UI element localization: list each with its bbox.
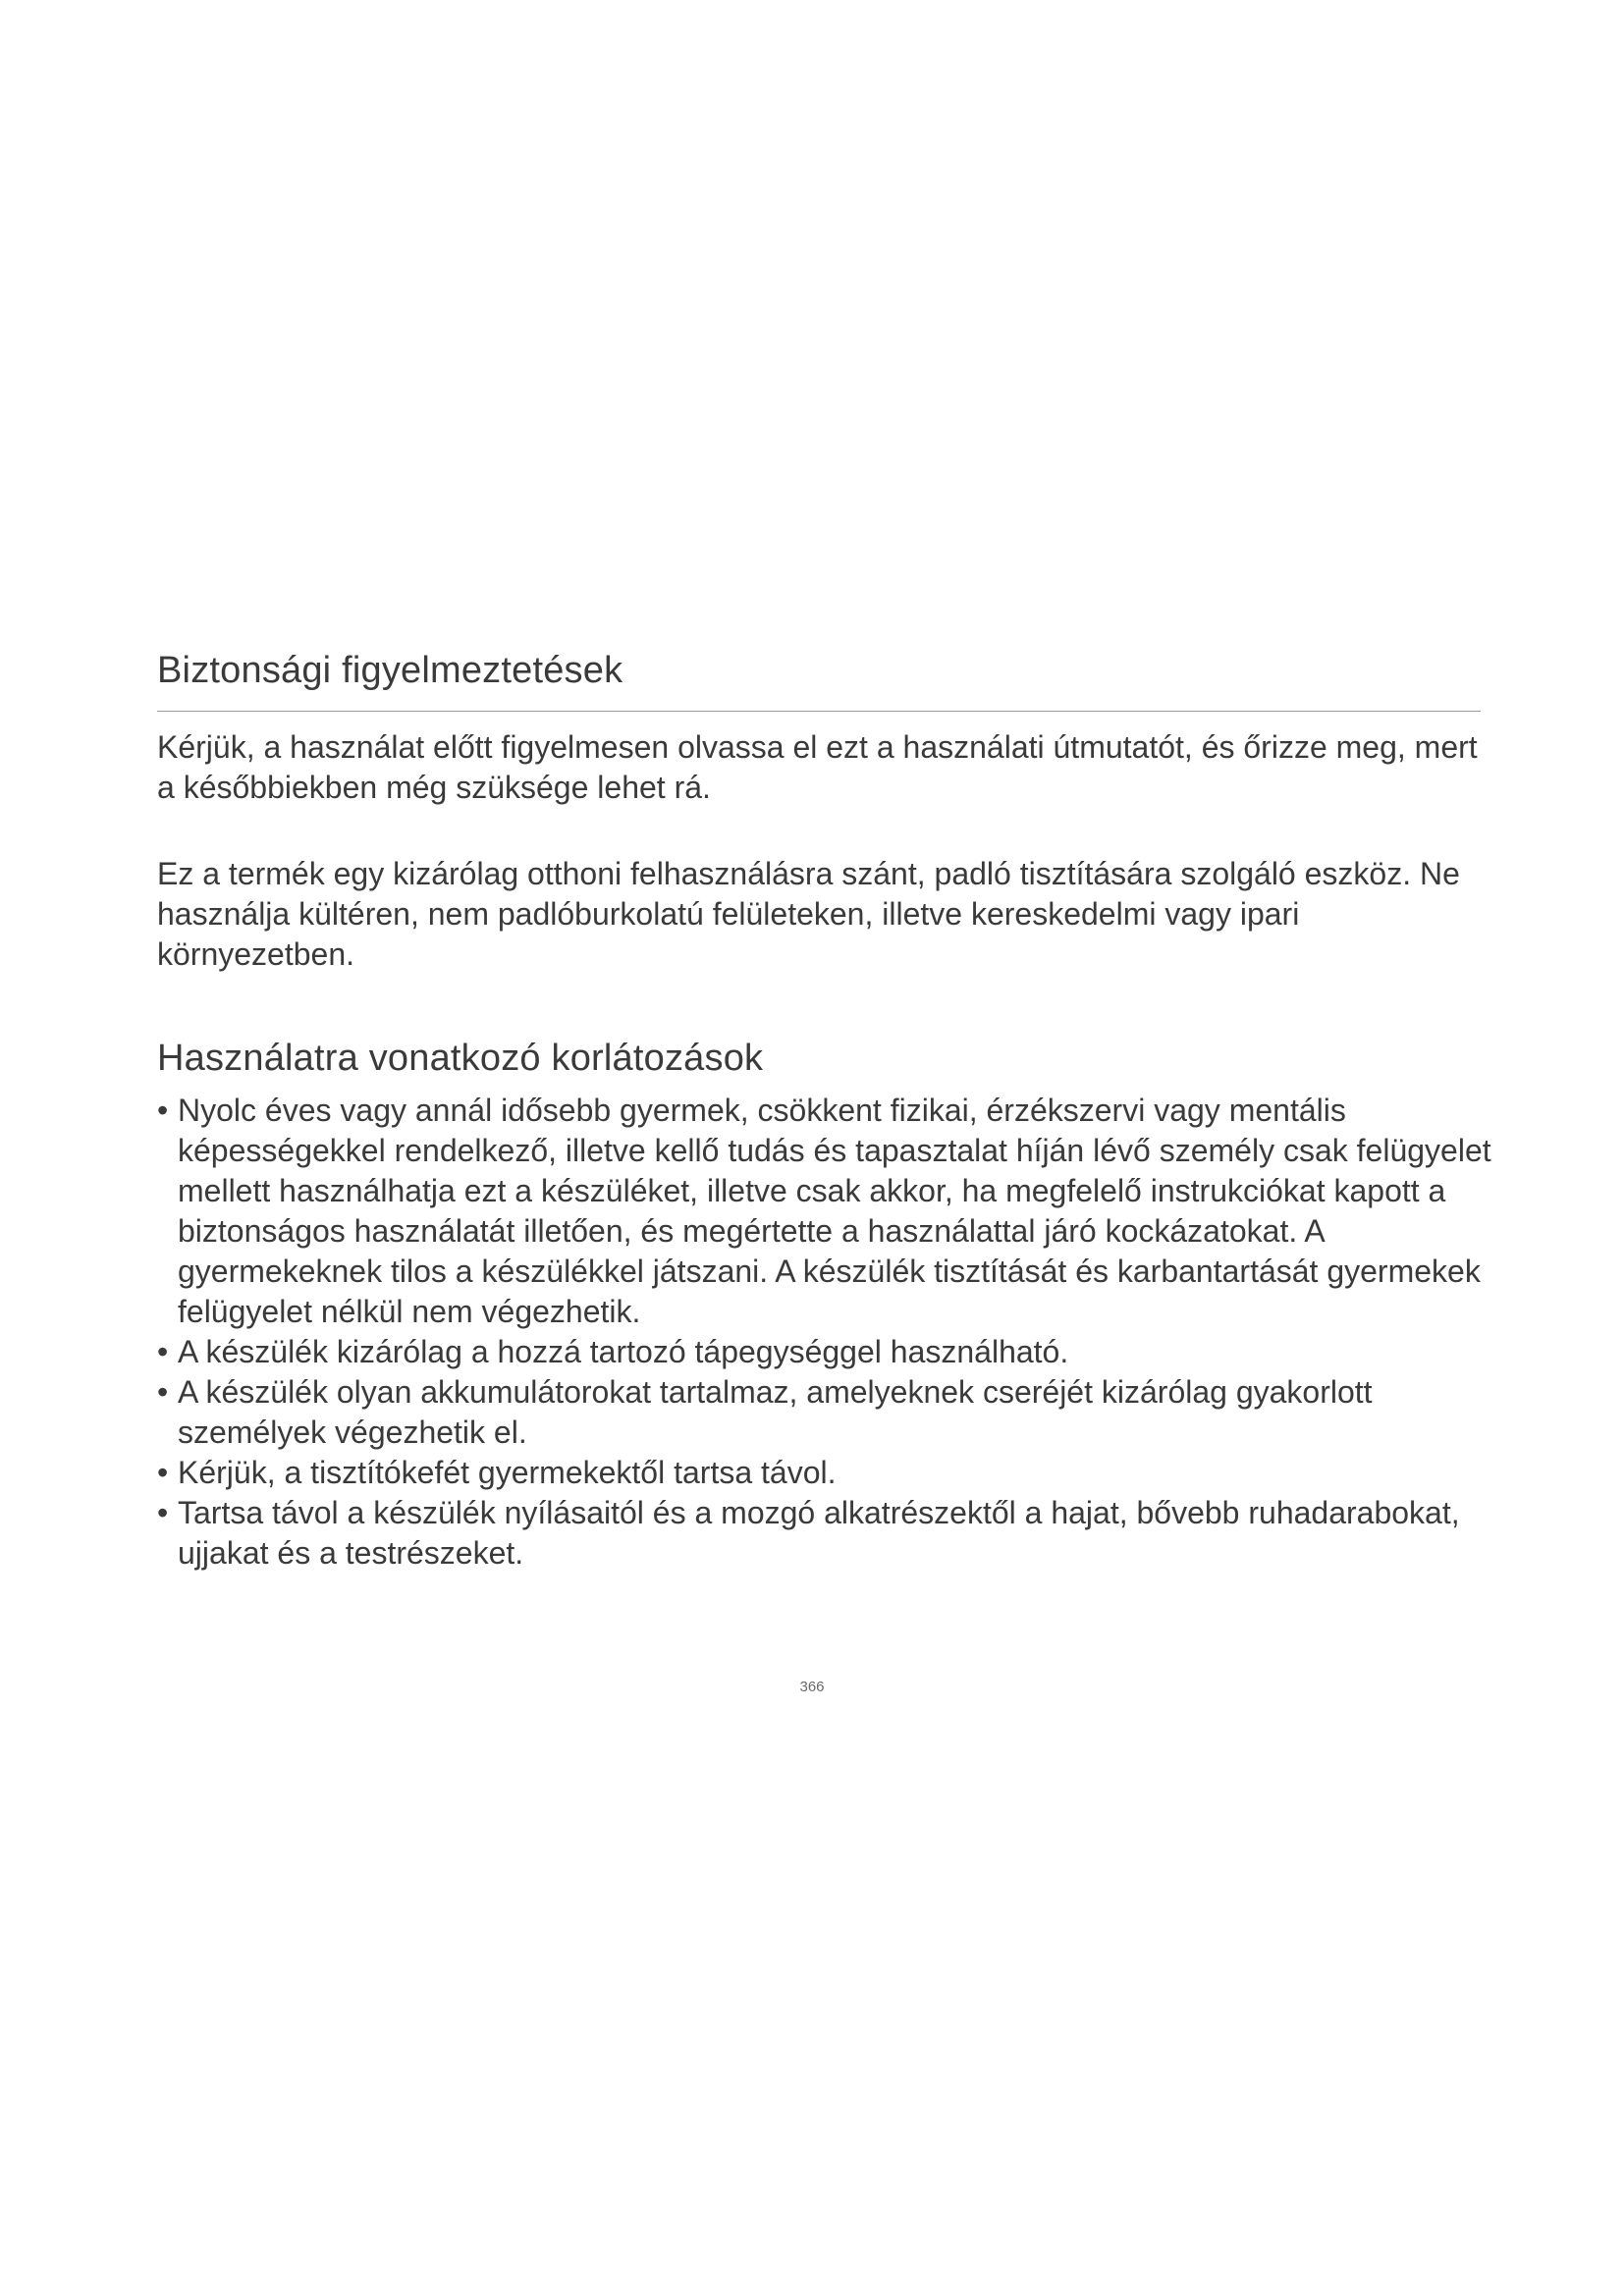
list-item-text: Nyolc éves vagy annál idősebb gyermek, csökkent fizikai, érzékszervi vagy mentális képességekkel rendelkező, illetve kellő tudás és tapasztalat híján lévő személy csak felügyelet mellett használhatja ezt a készüléket, illetve csak akkor, ha megfelelő instrukciókat kapott a biztonságos használatát illetően, és megértette a használattal járó kockázatokat. A gyermekeknek tilos a készülékkel játszani. A készülék tisztítását és karbantartását gyermekek felügyelet nélkül nem végezhetik.: [178, 1093, 1491, 1329]
list-item-text: A készülék olyan akkumulátorokat tartalmaz, amelyeknek cseréjét kizárólag gyakorlott személyek végezhetik el.: [178, 1374, 1373, 1450]
list-item: [157, 1493, 1502, 1574]
list-item-text: A készülék kizárólag a hozzá tartozó tápegységgel használható.: [178, 1334, 1069, 1369]
list-item: [157, 1372, 1502, 1453]
bullet-icon: •: [157, 1334, 169, 1369]
list-item-text: Kérjük, a tisztítókefét gyermekektől tartsa távol.: [178, 1455, 837, 1490]
list-item: [157, 1091, 1502, 1332]
list-item: [157, 1332, 1502, 1372]
list-item: [157, 1453, 1502, 1493]
section-title-restrictions: Használatra vonatkozó korlátozások: [157, 1038, 764, 1079]
page-number: 366: [799, 1679, 825, 1695]
section-divider: [157, 711, 1481, 712]
bullet-icon: •: [157, 1093, 169, 1128]
bullet-icon: •: [157, 1374, 169, 1410]
intro-paragraph: Kérjük, a használat előtt figyelmesen olvassa el ezt a használati útmutatót, és őrizze meg, mert a későbbiekben még szüksége lehet rá.: [157, 729, 1478, 805]
list-item-text: Tartsa távol a készülék nyílásaitól és a mozgó alkatrészektől a hajat, bővebb ruhadarabokat, ujjakat és a testrészeket.: [178, 1495, 1460, 1571]
restrictions-list: [157, 1091, 1502, 1574]
bullet-icon: •: [157, 1455, 169, 1490]
section-title-safety: Biztonsági figyelmeztetések: [157, 650, 623, 691]
intended-use-paragraph: Ez a termék egy kizárólag otthoni felhasználásra szánt, padló tisztítására szolgáló eszköz. Ne használja kültéren, nem padlóburkolatú felületeken, illetve kereskedelmi vagy ipari környezetben.: [157, 856, 1460, 972]
bullet-icon: •: [157, 1495, 169, 1530]
